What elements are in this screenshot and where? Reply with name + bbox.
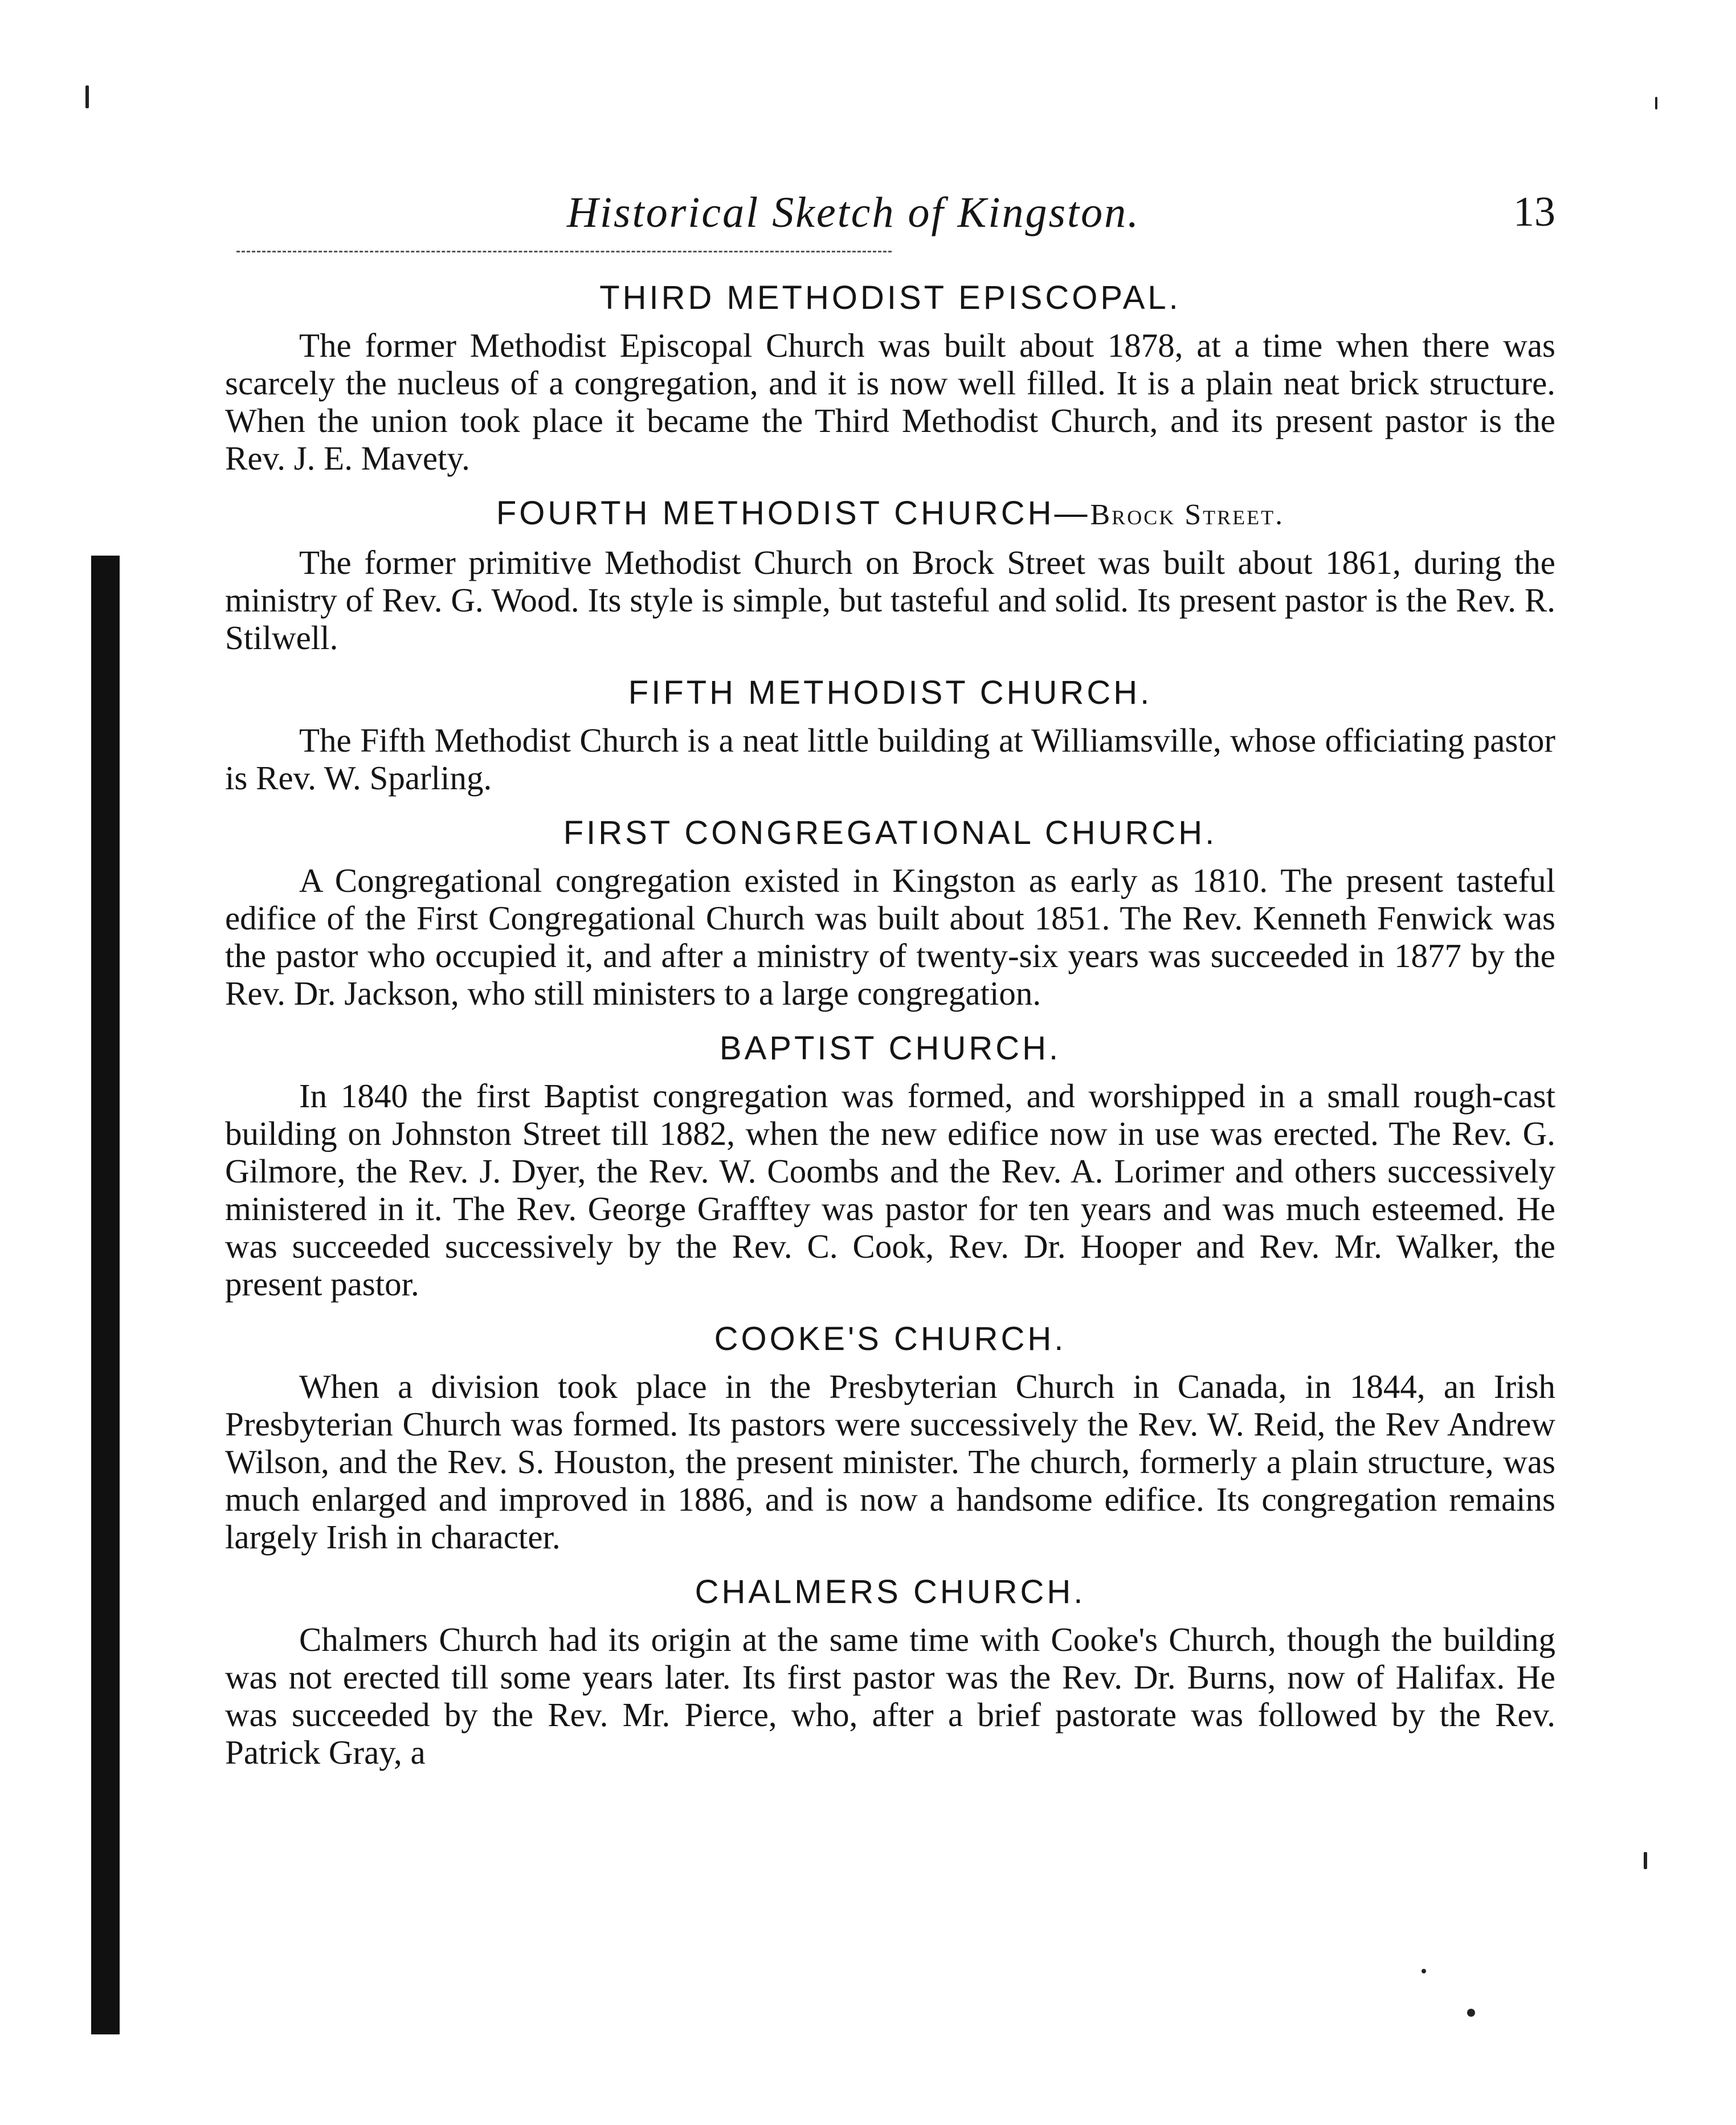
section-baptist [225,1026,1555,1303]
section-cookes [225,1316,1555,1556]
section-chalmers [225,1569,1555,1771]
section-heading: CHALMERS CHURCH. [695,1573,1086,1610]
header-rule [236,251,892,252]
running-head [225,188,1555,251]
section-text: Chalmers Church had its origin at the same time with Cooke's Church, though the building was not erected till some years later. Its first pastor was the Rev. Dr. Burns, now of Halifax. He was succeeded by the Rev. Mr. Pierce, who, after a brief pastorate was followed by the Rev. Patrick Gray, a [225,1621,1555,1771]
document-page [225,188,1555,1771]
section-heading: BAPTIST CHURCH. [719,1030,1061,1067]
section-heading: COOKE'S CHURCH. [714,1320,1067,1357]
section-text: A Congregational congregation existed in Kingston as early as 1810. The present tasteful edifice of the First Congregational Church was built about 1851. The Rev. Kenneth Fenwick was the pastor who occupied it, and after a ministry of twenty-six years was succeeded in 1877 by the Rev. Dr. Jackson, who still ministers to a large congregation. [225,862,1555,1012]
section-heading: THIRD METHODIST EPISCOPAL. [599,279,1181,316]
section-text: The former primitive Methodist Church on Brock Street was built about 1861, during the ministry of Rev. G. Wood. Its style is simple, but tasteful and solid. Its present pastor is the Rev. R. Stilwell. [225,544,1555,656]
running-title: Historical Sketch of Kingston. [567,189,1141,236]
page-number: 13 [1513,189,1555,235]
section-heading: FOURTH METHODIST CHURCH—Brock Street. [496,495,1285,532]
scan-margin-shadow [91,556,120,2034]
scan-speck [1655,97,1657,109]
section-text: In 1840 the first Baptist congregation was formed, and worshipped in a small rough-cast building on Johnston Street till 1882, when the new edifice now in use was erected. The Rev. G. Gilmore, the Rev. J. Dyer, the Rev. W. Coombs and the Rev. A. Lorimer and others successively ministered in it. The Rev. George Grafftey was pastor for ten years and was much esteemed. He was succeeded successively by the Rev. C. Cook, Rev. Dr. Hooper and Rev. Mr. Walker, the present pastor. [225,1077,1555,1303]
section-fourth-methodist [225,491,1555,656]
section-text: The Fifth Methodist Church is a neat little building at Williamsville, whose officiating pastor is Rev. W. Sparling. [225,721,1555,797]
section-text: When a division took place in the Presbyterian Church in Canada, in 1844, an Irish Presbyterian Church was formed. Its pastors were successively the Rev. W. Reid, the Rev Andrew Wilson, and the Rev. S. Houston, the present minister. The church, formerly a plain structure, was much enlarged and improved in 1886, and is now a handsome edifice. Its congregation remains largely Irish in character. [225,1368,1555,1556]
scan-speck [1422,1969,1426,1973]
section-text: The former Methodist Episcopal Church was built about 1878, at a time when there was scarcely the nucleus of a congregation, and it is now well filled. It is a plain neat brick structure. When the union took place it became the Third Methodist Church, and its present pastor is the Rev. J. E. Mavety. [225,327,1555,477]
scan-speck [1467,2009,1475,2017]
section-third-methodist [225,275,1555,477]
section-heading: FIFTH METHODIST CHURCH. [628,674,1153,711]
section-heading: FIRST CONGREGATIONAL CHURCH. [563,814,1218,851]
section-first-congregational [225,810,1555,1012]
section-subheading: Brock Street. [1090,499,1285,531]
scan-speck [1644,1852,1647,1869]
scan-speck [85,85,89,108]
section-fifth-methodist [225,670,1555,797]
